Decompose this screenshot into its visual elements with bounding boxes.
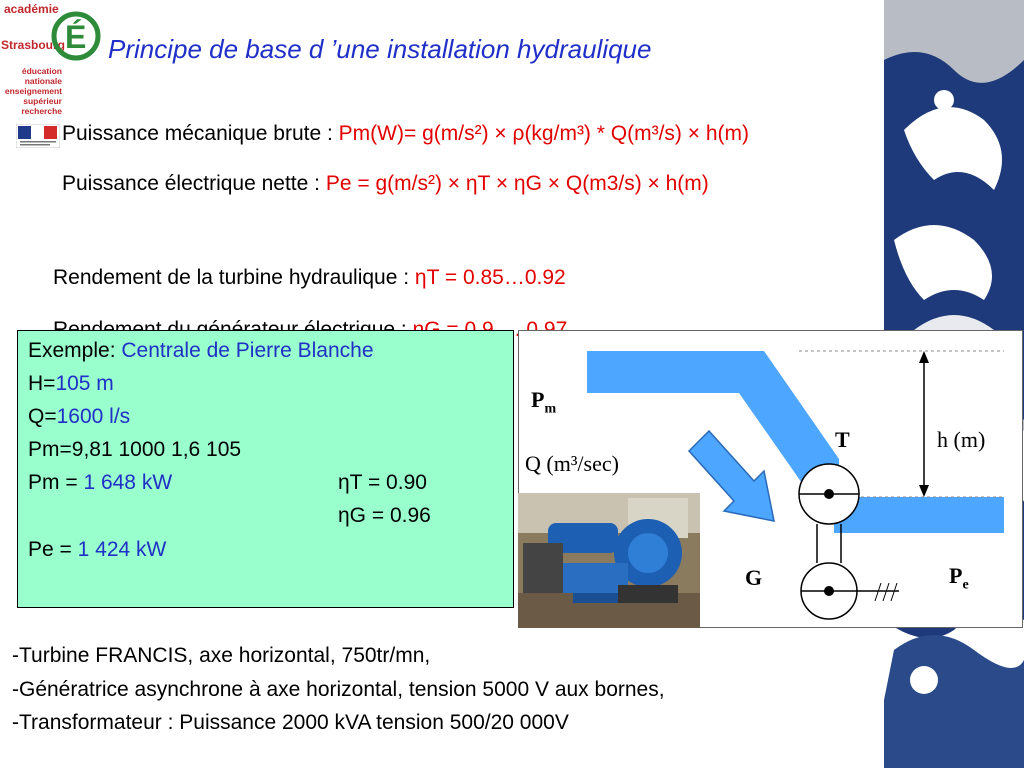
generator-label: G <box>745 565 763 590</box>
logo-line: nationale <box>24 76 62 86</box>
logo-line: recherche <box>21 106 62 116</box>
example-pm <box>28 471 172 495</box>
bullet-generator: -Génératrice asynchrone à axe horizontal, tension 5000 V aux bornes, <box>12 678 665 701</box>
formula-label: Puissance électrique nette : <box>62 172 326 195</box>
turbine-photo <box>518 493 700 628</box>
pe-label: Pe = <box>28 538 78 561</box>
height-value: 105 m <box>55 372 114 395</box>
page-title: Principe de base d ’une installation hydraulique <box>108 34 652 64</box>
example-pe <box>28 538 166 562</box>
example-height <box>28 372 114 396</box>
logo-ministry-lines <box>2 66 62 116</box>
bullet-turbine: -Turbine FRANCIS, axe horizontal, 750tr/mn, <box>12 644 431 667</box>
pm-symbol: $P_m$ <box>531 387 557 417</box>
efficiency-value: ηT = 0.85…0.92 <box>414 266 566 289</box>
height-label: h (m) <box>937 427 986 452</box>
formula-mechanical-power <box>62 122 749 146</box>
flow-arrow-icon <box>689 431 774 521</box>
example-eta-turbine: ηT = 0.90 <box>338 471 427 494</box>
logo-line: éducation <box>21 66 62 76</box>
example-box <box>17 330 514 608</box>
pe-value: 1 424 kW <box>77 538 167 561</box>
outlet-pipe <box>834 497 1004 533</box>
flow-unit-label: Q (m³/sec) <box>525 451 619 476</box>
bullet-transformer: -Transformateur : Puissance 2000 kVA tension 500/20 000V <box>12 711 569 734</box>
svg-text:É: É <box>65 19 87 55</box>
logo-academie-text: académie <box>4 2 59 16</box>
efficiency-value: 0.9…..0.97 <box>464 318 568 341</box>
republique-francaise-flag-icon <box>16 124 60 148</box>
example-name: Centrale de Pierre Blanche <box>121 339 374 362</box>
pe-symbol: $P_e$ <box>949 563 969 593</box>
logo-line: supérieur <box>23 96 62 106</box>
height-label: H= <box>28 372 56 395</box>
example-title <box>28 339 374 363</box>
pm-value: 1 648 kW <box>83 471 173 494</box>
logo-strasbourg-text: Strasbourg <box>1 38 66 52</box>
efficiency-label: Rendement de la turbine hydraulique : <box>53 266 415 289</box>
formula-electrical-power <box>62 172 709 196</box>
formula-label: Puissance mécanique brute : <box>62 122 339 145</box>
example-pm-calculation: Pm=9,81 1000 1,6 105 <box>28 438 242 461</box>
logo-line: enseignement <box>4 86 62 96</box>
example-label: Exemple: <box>28 339 122 362</box>
turbine-label: T <box>835 427 850 452</box>
example-flow <box>28 405 130 429</box>
formula-expression: Pm(W)= g(m/s²) × ρ(kg/m³) * Q(m³/s) × h(m) <box>338 122 750 145</box>
turbine-efficiency-line <box>53 266 566 290</box>
pm-label: Pm = <box>28 471 84 494</box>
flow-value: 1600 l/s <box>56 405 131 428</box>
logo-e-icon <box>50 2 102 66</box>
flow-label: Q= <box>28 405 57 428</box>
formula-expression: Pe = g(m/s²) × ηT × ηG × Q(m3/s) × h(m) <box>325 172 709 195</box>
example-eta-generator: ηG = 0.96 <box>338 504 431 527</box>
